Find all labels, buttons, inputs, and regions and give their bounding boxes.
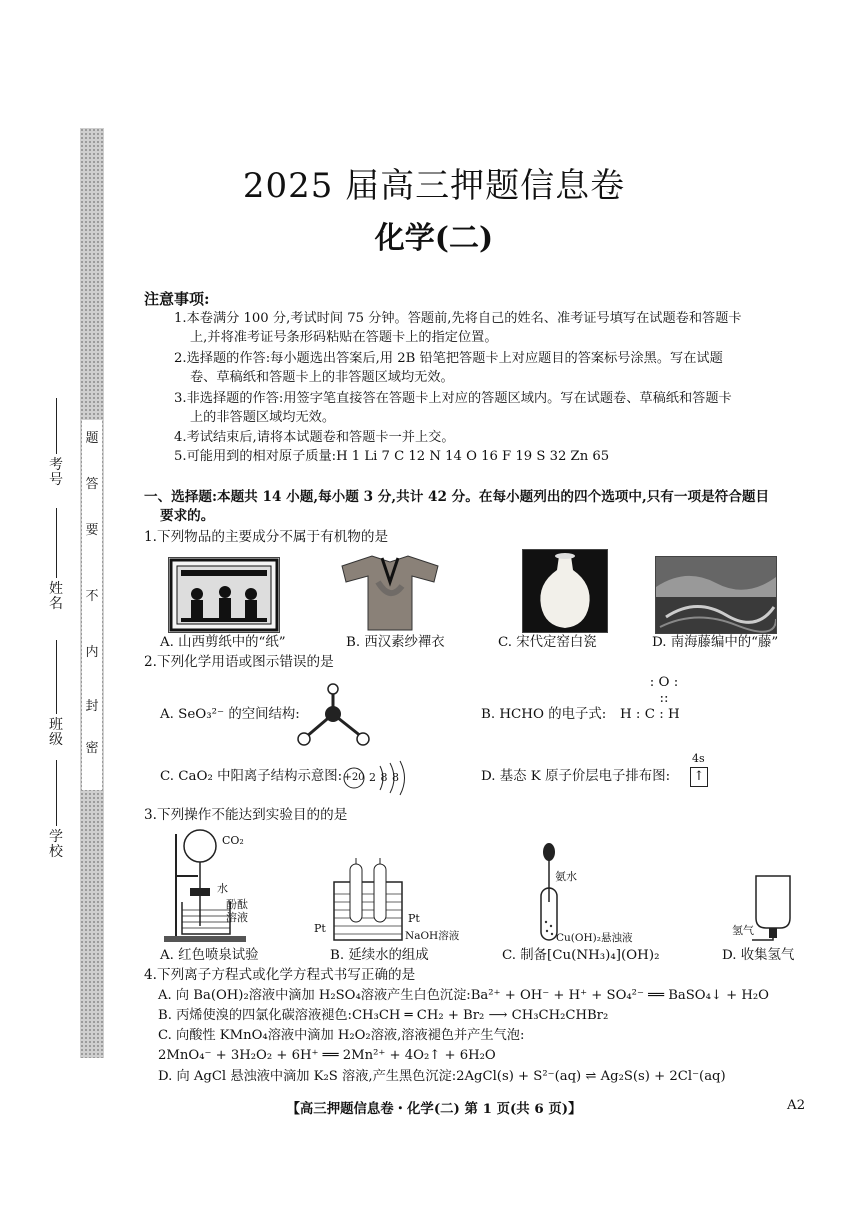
page-footer: 【高三押题信息卷・化学(二) 第 1 页(共 6 页)】 — [286, 1101, 582, 1117]
pt-label-left: Pt — [314, 922, 326, 935]
seal-char: 要 — [85, 523, 99, 538]
field-label-school: 学 校 — [49, 829, 63, 860]
electrolysis-apparatus — [330, 858, 406, 944]
q2-option-d[interactable]: D. 基态 K 原子价层电子排布图: — [481, 769, 671, 784]
water-label: 水 — [217, 882, 228, 895]
co2-label: CO₂ — [222, 834, 244, 847]
note-line: 上,并将准考证号条形码粘贴在答题卡上的指定位置。 — [190, 330, 498, 345]
field-line[interactable] — [56, 640, 57, 714]
field-line[interactable] — [56, 398, 57, 454]
q4-option-c-equation: 2MnO₄⁻ + 3H₂O₂ + 6H⁺ ══ 2Mn²⁺ + 4O₂↑ + 6H₂O — [158, 1048, 496, 1063]
q1-option-b[interactable]: B. 西汉素纱襌衣 — [346, 635, 445, 650]
field-label-class: 班 级 — [49, 717, 63, 748]
note-line: 2.选择题的作答:每小题选出答案后,用 2B 铅笔把答题卡上对应题目的答案标号涂黑。写在试题 — [174, 351, 723, 366]
section-heading-line: 一、选择题:本题共 14 小题,每小题 3 分,共计 42 分。在每小题列出的四个选项中,只有一项是符合题目 — [144, 489, 770, 505]
note-line: 5.可能用到的相对原子质量:H 1 Li 7 C 12 N 14 O 16 F 19 S 32 Zn 65 — [174, 449, 610, 464]
gas-collection-apparatus — [748, 870, 798, 946]
q4-option-c[interactable]: C. 向酸性 KMnO₄溶液中滴加 H₂O₂溶液,溶液褪色并产生气泡: — [158, 1028, 525, 1043]
field-line[interactable] — [56, 508, 57, 578]
orbital-box: ↑ — [690, 767, 708, 787]
page-subtitle: 化学(二) — [374, 221, 494, 256]
q1-option-c[interactable]: C. 宋代定窑白瓷 — [498, 635, 597, 650]
q3-option-b[interactable]: B. 延续水的组成 — [330, 948, 429, 963]
q3-option-c[interactable]: C. 制备[Cu(NH₃)₄](OH)₂ — [502, 948, 660, 963]
question-1-stem: 1.下列物品的主要成分不属于有机物的是 — [144, 529, 389, 545]
q3-option-d[interactable]: D. 收集氢气 — [722, 948, 795, 963]
q4-option-d[interactable]: D. 向 AgCl 悬浊液中滴加 K₂S 溶液,产生黑色沉淀:2AgCl(s) + S²⁻(aq) ⇌ Ag₂S(s) + 2Cl⁻(aq) — [158, 1069, 726, 1084]
ammonia-label: 氨水 — [555, 870, 577, 883]
seo3-structure-diagram — [292, 682, 374, 748]
note-line: 4.考试结束后,请将本试题卷和答题卡一并上交。 — [174, 430, 455, 445]
hcho-top-dots: : O : — [649, 675, 679, 690]
question-2-stem: 2.下列化学用语或图示错误的是 — [144, 654, 334, 670]
question-4-stem: 4.下列离子方程式或化学方程式书写正确的是 — [144, 967, 416, 983]
field-line[interactable] — [56, 760, 57, 826]
nucleus-charge: +20 — [343, 772, 365, 783]
seal-char: 内 — [85, 645, 99, 660]
rattan-weaving-image — [655, 556, 777, 634]
naoh-label: NaOH溶液 — [405, 930, 460, 942]
note-line: 卷、草稿纸和答题卡上的非答题区域均无效。 — [190, 370, 454, 385]
seal-area — [82, 420, 102, 790]
hcho-double-bond-dots: :: — [659, 691, 669, 706]
indicator-label: 酚酞溶液 — [226, 898, 248, 924]
question-3-stem: 3.下列操作不能达到实验目的的是 — [144, 807, 348, 823]
q1-option-d[interactable]: D. 南海藤编中的“藤” — [652, 635, 779, 650]
pt-label-right: Pt — [408, 912, 420, 925]
silk-robe-image — [338, 552, 442, 632]
field-label-name: 姓 名 — [49, 581, 63, 612]
q4-option-b[interactable]: B. 丙烯使溴的四氯化碳溶液褪色:CH₃CH ═ CH₂ + Br₂ ⟶ CH₃CH₂CHBr₂ — [158, 1008, 609, 1023]
notes-heading: 注意事项: — [144, 290, 210, 308]
note-line: 上的非答题区域均无效。 — [190, 410, 336, 425]
field-label-exam-number: 考 号 — [49, 457, 63, 488]
hydrogen-label: 氢气 — [732, 924, 754, 937]
seal-char: 封 — [85, 699, 99, 714]
complex-prep-apparatus — [536, 842, 566, 944]
electron-shells: 2 8 8 — [369, 771, 399, 784]
seal-char: 题 — [85, 431, 99, 446]
q1-option-a[interactable]: A. 山西剪纸中的“纸” — [160, 635, 286, 650]
q2-option-b[interactable]: B. HCHO 的电子式: — [481, 707, 607, 722]
q2-option-a[interactable]: A. SeO₃²⁻ 的空间结构: — [160, 707, 300, 722]
q3-option-a[interactable]: A. 红色喷泉试验 — [160, 948, 259, 963]
section-heading — [144, 488, 814, 526]
fountain-apparatus — [160, 826, 270, 944]
hcho-electron-formula: H : C : H — [620, 707, 680, 722]
note-line: 3.非选择题的作答:用签字笔直接答在答题卡上对应的答题区域内。写在试题卷、草稿纸和答题卡 — [174, 391, 732, 406]
q2-option-c[interactable]: C. CaO₂ 中阳离子结构示意图: — [160, 769, 343, 784]
seal-char: 答 — [85, 477, 99, 492]
q4-option-a[interactable]: A. 向 Ba(OH)₂溶液中滴加 H₂SO₄溶液产生白色沉淀:Ba²⁺ + OH⁻ + H⁺ + SO₄²⁻ ══ BaSO₄↓ + H₂O — [158, 988, 769, 1003]
paper-cut-image — [168, 557, 280, 633]
note-line: 1.本卷满分 100 分,考试时间 75 分钟。答题前,先将自己的姓名、准考证号填写在试题卷和答题卡 — [174, 311, 742, 326]
seal-char: 密 — [85, 741, 99, 756]
white-porcelain-image — [522, 549, 608, 633]
orbital-label: 4s — [692, 752, 705, 765]
section-heading-line: 要求的。 — [160, 508, 215, 524]
paper-code: A2 — [787, 1098, 806, 1113]
seal-char: 不 — [85, 589, 99, 604]
page-title: 2025 届高三押题信息卷 — [242, 166, 626, 206]
suspension-label: Cu(OH)₂悬浊液 — [556, 932, 633, 944]
